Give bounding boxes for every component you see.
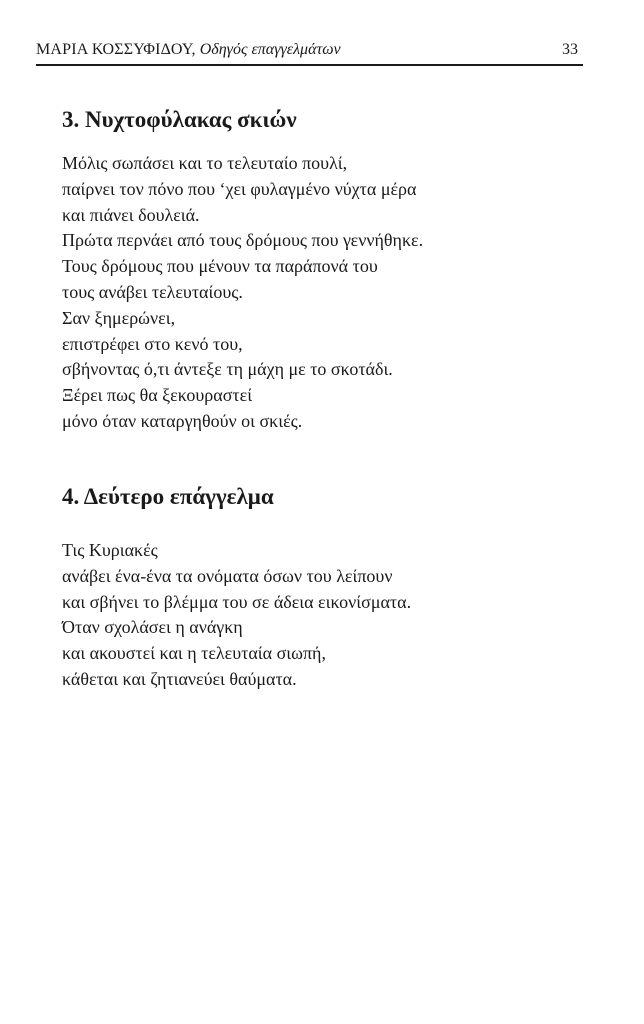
poem-title: 3. Νυχτοφύλακας σκιών	[62, 107, 297, 132]
page-number: 33	[562, 41, 578, 58]
poem-line: Μόλις σωπάσει και το τελευταίο πουλί,	[62, 153, 348, 173]
poem-line: και σβήνει το βλέμμα του σε άδεια εικονίσματα.	[62, 591, 412, 612]
poem-line: και πιάνει δουλειά.	[62, 204, 200, 225]
poem-line: Πρώτα περνάει από τους δρόμους που γεννήθηκε.	[62, 230, 424, 251]
poem-line: τους ανάβει τελευταίους.	[62, 281, 243, 302]
poem-line: επιστρέφει στο κενό του,	[62, 333, 243, 354]
poem-stanza	[62, 538, 411, 693]
poem-line: σβήνοντας ό,τι άντεξε τη μάχη με το σκοτάδι.	[62, 359, 393, 380]
poem-line: Τις Κυριακές	[62, 540, 158, 560]
poem-line: Όταν σχολάσει η ανάγκη	[62, 617, 243, 638]
poem-line: Τους δρόμους που μένουν τα παράπονά του	[62, 256, 378, 277]
poem-line: ανάβει ένα-ένα τα ονόματα όσων του λείπουν	[62, 565, 393, 586]
book-title: Οδηγός επαγγελμάτων	[199, 41, 341, 58]
poem-line: μόνο όταν καταργηθούν οι σκιές.	[62, 410, 303, 431]
poem-line: κάθεται και ζητιανεύει θαύματα.	[62, 668, 297, 689]
poem-line: Ξέρει πως θα ξεκουραστεί	[62, 385, 253, 406]
running-head	[36, 38, 584, 62]
poem-stanza	[62, 151, 423, 435]
poem-title: 4. Δεύτερο επάγγελμα	[62, 484, 274, 509]
poem-line: και ακουστεί και η τελευταία σιωπή,	[62, 643, 326, 664]
author-name: ΜΑΡΙΑ ΚΟΣΣΥΦΙΔΟΥ,	[36, 41, 196, 58]
poem-line: Σαν ξημερώνει,	[62, 307, 176, 328]
poem-line: παίρνει τον πόνο που ‘χει φυλαγμένο νύχτα μέρα	[62, 178, 417, 199]
header-rule	[36, 64, 583, 66]
